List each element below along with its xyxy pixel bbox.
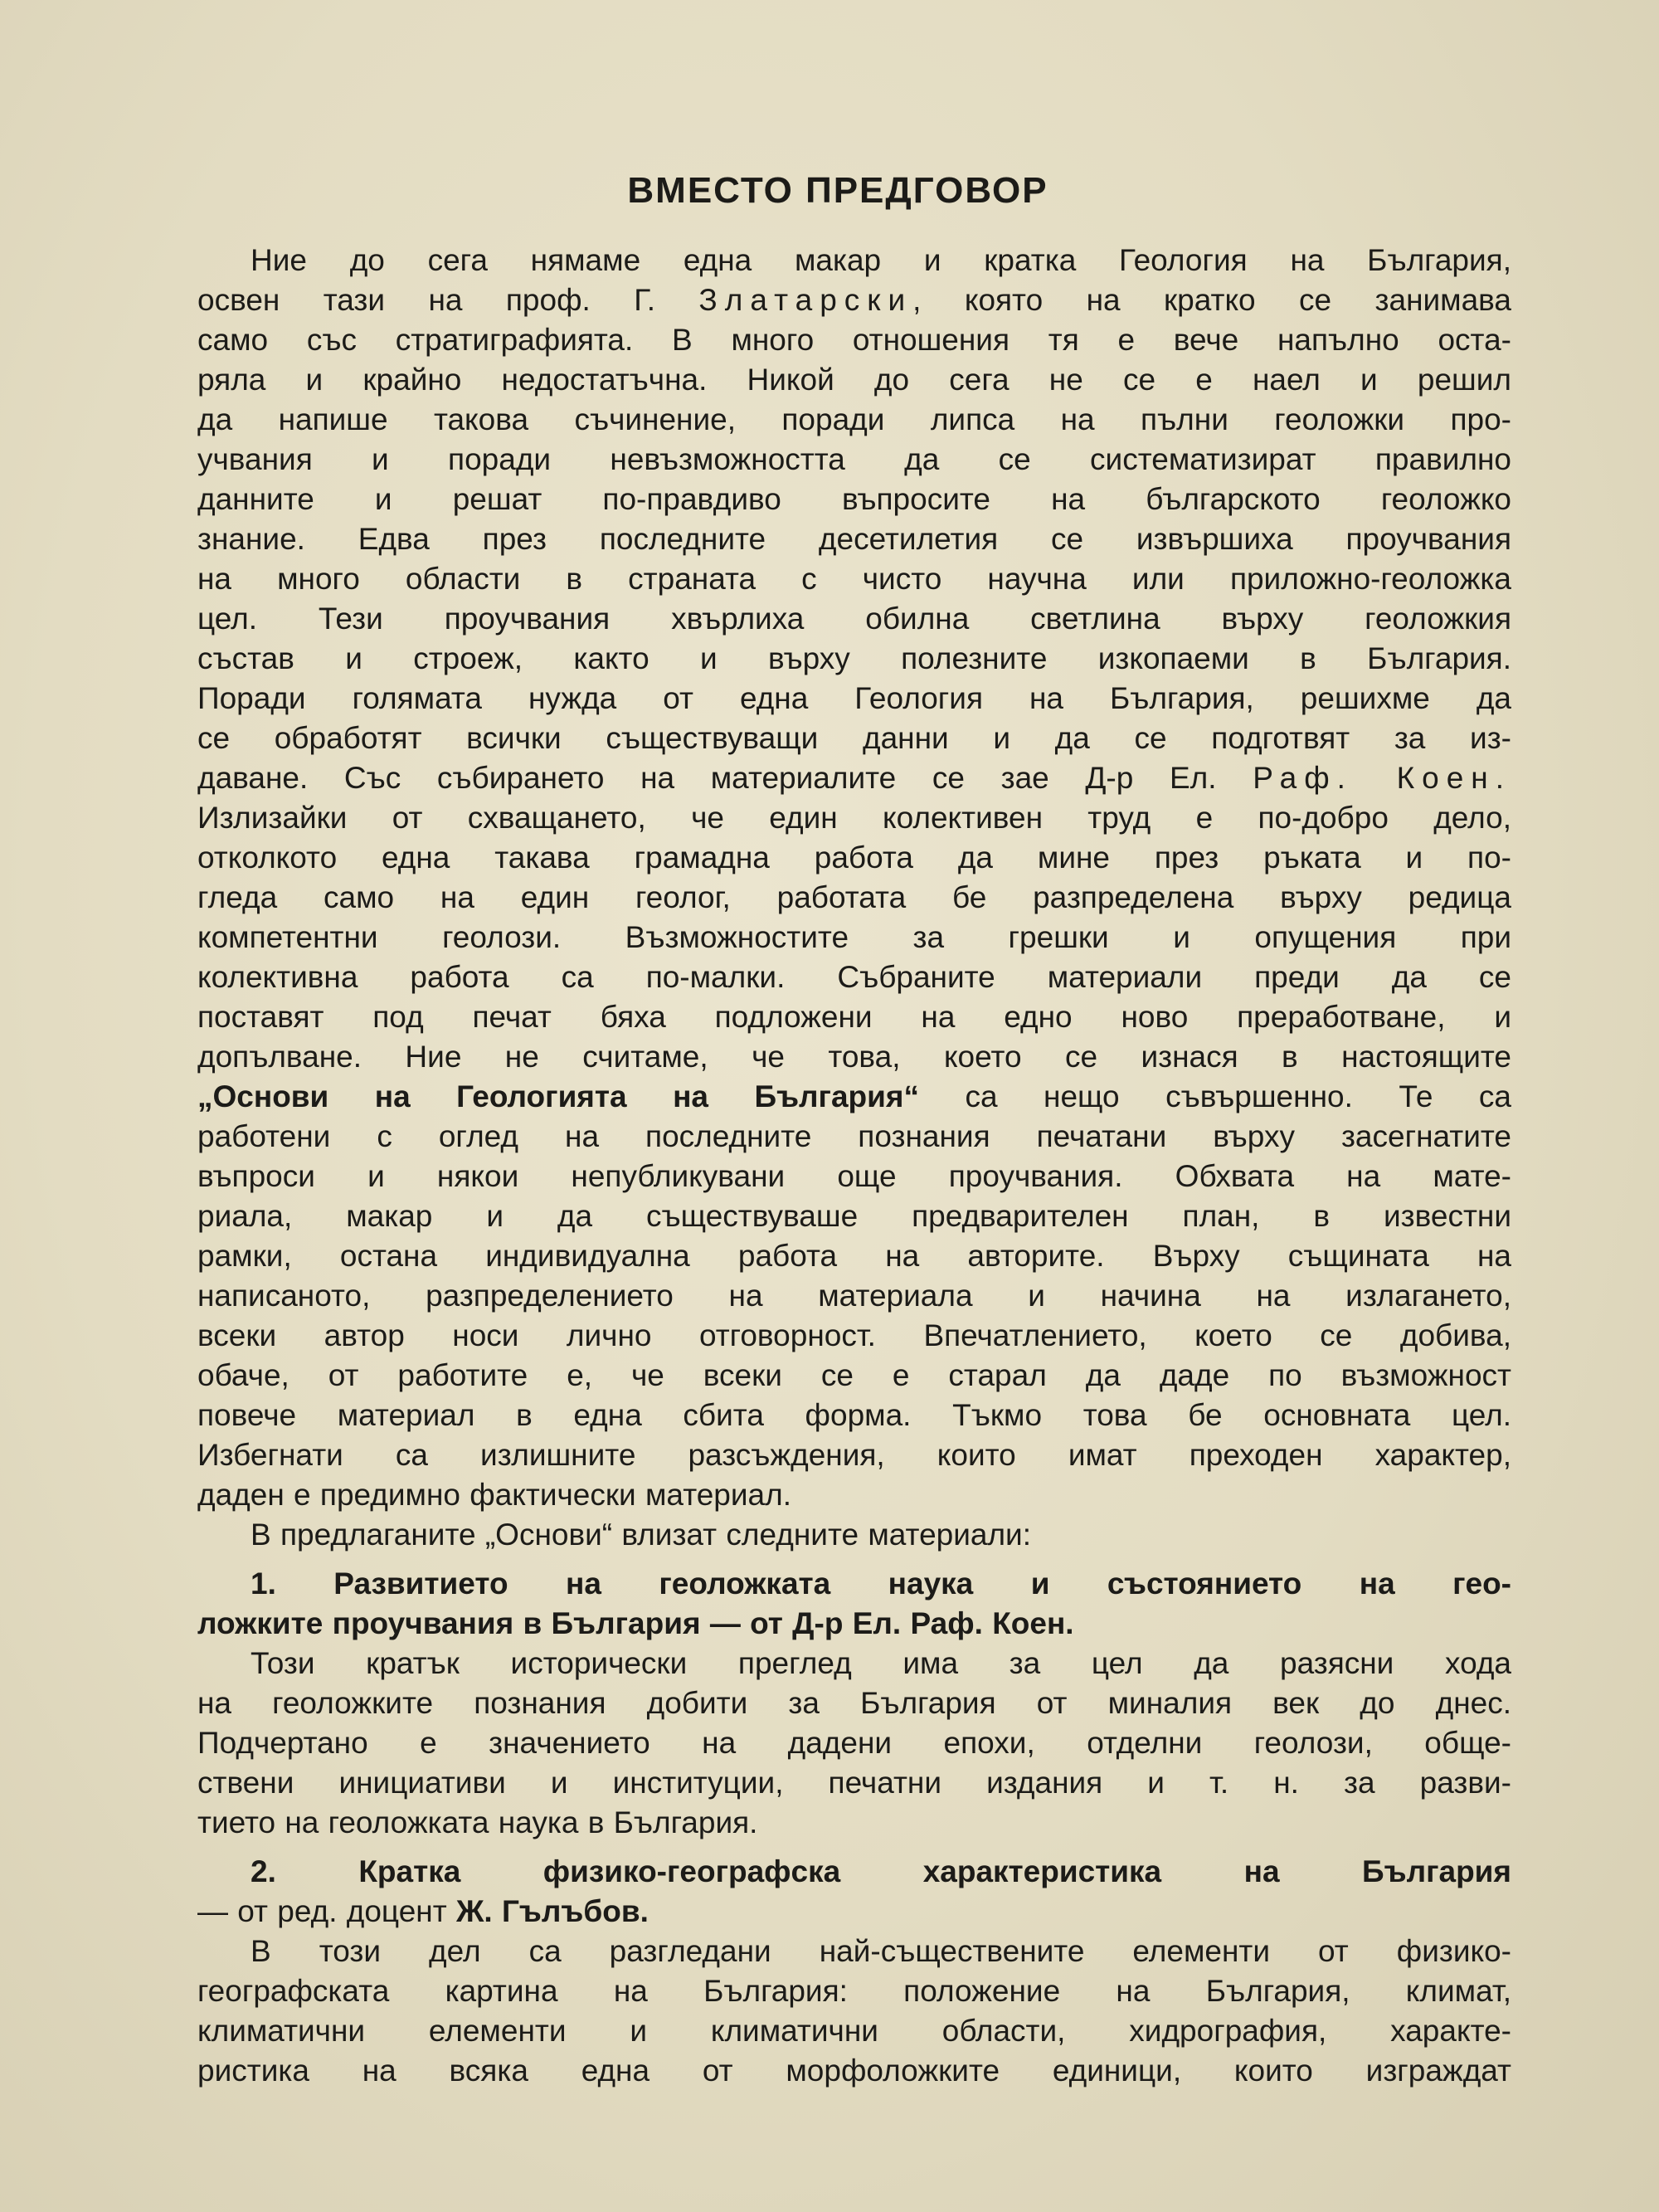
text-segment: на много области в страната с чисто научна или приложно-геоложка — [197, 562, 1511, 596]
text-segment: освен тази на проф. Г. — [197, 283, 699, 317]
text-line — [197, 1515, 1511, 1555]
text-segment: въпроси и някои непубликувани още проучвания. Обхвата на мате- — [197, 1159, 1511, 1193]
text-segment: се обработят всички съществуващи данни и да се подготвят за из- — [197, 721, 1511, 755]
text-segment: обаче, от работите е, че всеки се е старал да даде по възможност — [197, 1358, 1511, 1392]
text-segment: на геоложките познания добити за България от миналия век до днес. — [197, 1686, 1511, 1720]
text-line — [197, 1763, 1511, 1803]
text-segment: да напише такова съчинение, поради липса на пълни геоложки про- — [197, 402, 1511, 436]
text-line — [197, 241, 1511, 280]
text-line — [197, 1196, 1511, 1236]
text-segment: В предлаганите „Основи“ влизат следните материали: — [251, 1518, 1032, 1552]
bold-text: 2. Кратка физико-географска характеристика на България — [251, 1854, 1511, 1888]
text-segment: отколкото една такава грамадна работа да мине през ръката и по- — [197, 840, 1511, 875]
text-line — [197, 798, 1511, 838]
text-segment: риала, макар и да съществуваше предварителен план, в известни — [197, 1199, 1511, 1233]
text-segment: Избегнати са излишните разсъждения, които имат преходен характер, — [197, 1438, 1511, 1472]
text-line — [197, 1435, 1511, 1475]
text-line — [197, 957, 1511, 997]
text-line — [197, 559, 1511, 599]
text-line — [197, 1117, 1511, 1157]
text-line — [197, 280, 1511, 320]
text-line — [197, 997, 1511, 1037]
text-line — [197, 1356, 1511, 1396]
text-segment: само със стратиграфията. В много отношения тя е вече напълно оста- — [197, 323, 1511, 357]
text-segment: Този кратък исторически преглед има за цел да разясни хода — [251, 1646, 1511, 1680]
bold-text: 1. Развитието на геоложката наука и състоянието на гео- — [251, 1566, 1511, 1601]
text-line — [197, 1564, 1511, 1604]
text-line — [197, 1276, 1511, 1316]
text-line — [197, 1803, 1511, 1843]
text-line — [197, 2011, 1511, 2051]
spaced-name: Златарски — [698, 283, 913, 317]
bold-text: ложките проучвания в България — от Д-р Ел. Раф. Коен. — [197, 1606, 1074, 1640]
text-line — [197, 1316, 1511, 1356]
text-segment: рамки, остана индивидуална работа на авторите. Върху същината на — [197, 1239, 1511, 1273]
text-line — [197, 719, 1511, 758]
spaced-name: Раф. Коен. — [1253, 761, 1512, 795]
text-line — [197, 360, 1511, 400]
text-line — [197, 599, 1511, 639]
text-segment: , която на кратко се занимава — [912, 283, 1511, 317]
text-line — [197, 400, 1511, 440]
text-line — [197, 838, 1511, 878]
text-line — [197, 878, 1511, 918]
text-line — [197, 1077, 1511, 1117]
text-segment: данните и решат по-правдиво въпросите на българското геоложко — [197, 482, 1511, 516]
text-line — [197, 918, 1511, 957]
text-line — [197, 1157, 1511, 1196]
text-line — [197, 1604, 1511, 1644]
text-line — [197, 480, 1511, 519]
text-line — [197, 1475, 1511, 1515]
text-line — [197, 1236, 1511, 1276]
text-line — [197, 1892, 1511, 1932]
text-segment: повече материал в една сбита форма. Тъкмо това бе основната цел. — [197, 1398, 1511, 1432]
text-line — [197, 320, 1511, 360]
text-segment: Излизайки от схващането, че един колективен труд е по-добро дело, — [197, 801, 1511, 835]
text-segment: ствени инициативи и институции, печатни издания и т. н. за разви- — [197, 1766, 1511, 1800]
text-line — [197, 1932, 1511, 1971]
text-segment: — от ред. доцент — [197, 1894, 456, 1928]
bold-text: Ж. Гълъбов. — [455, 1894, 649, 1928]
text-segment: Подчертано е значението на дадени епохи, отделни геолози, обще- — [197, 1726, 1511, 1760]
text-segment: цел. Тези проучвания хвърлиха обилна светлина върху геоложкия — [197, 602, 1511, 636]
text-line — [197, 1396, 1511, 1435]
text-line — [197, 1037, 1511, 1077]
text-line — [197, 1683, 1511, 1723]
text-line — [197, 758, 1511, 798]
text-line — [197, 1971, 1511, 2011]
text-segment: компетентни геолози. Възможностите за грешки и опущения при — [197, 920, 1511, 954]
page-title: ВМЕСТО ПРЕДГОВОР — [627, 170, 1048, 211]
text-segment: климатични елементи и климатични области, хидрография, характе- — [197, 2014, 1511, 2048]
preface-body — [197, 241, 1511, 2091]
text-segment: написаното, разпределението на материала и начина на излагането, — [197, 1279, 1511, 1313]
text-segment: поставят под печат бяха подложени на едно ново преработване, и — [197, 1000, 1511, 1034]
text-segment: са нещо съвършенно. Те са — [918, 1079, 1511, 1113]
text-segment: географската картина на България: положение на България, климат, — [197, 1974, 1511, 2008]
text-line — [197, 679, 1511, 719]
text-segment: даден е предимно фактически материал. — [197, 1478, 791, 1512]
text-segment: всеки автор носи лично отговорност. Впечатлението, което се добива, — [197, 1318, 1511, 1352]
text-segment: тието на геоложката наука в България. — [197, 1805, 758, 1839]
text-segment: знание. Едва през последните десетилетия се извършиха проучвания — [197, 522, 1511, 556]
text-segment: даване. Със събирането на материалите се зае Д-р Ел. — [197, 761, 1253, 795]
text-segment: учвания и поради невъзможността да се систематизират правилно — [197, 442, 1511, 476]
text-segment: В този дел са разгледани най-съществените елементи от физико- — [251, 1934, 1511, 1968]
text-segment: ряла и крайно недостатъчна. Никой до сега не се е наел и решил — [197, 363, 1511, 397]
text-segment: гледа само на един геолог, работата бе разпределена върху редица — [197, 880, 1511, 914]
text-line — [197, 1852, 1511, 1892]
text-segment: състав и строеж, както и върху полезните изкопаеми в България. — [197, 641, 1511, 675]
text-segment: колективна работа са по-малки. Събраните материали преди да се — [197, 960, 1511, 994]
text-segment: Поради голямата нужда от една Геология на България, решихме да — [197, 681, 1511, 715]
bold-text: „Основи на Геологията на България“ — [197, 1079, 919, 1113]
text-line — [197, 2051, 1511, 2091]
text-line — [197, 639, 1511, 679]
text-segment: Ние до сега нямаме една макар и кратка Геология на България, — [251, 243, 1511, 277]
text-segment: ристика на всяка една от морфоложките единици, които изграждат — [197, 2054, 1511, 2088]
text-segment: допълване. Ние не считаме, че това, което се изнася в настоящите — [197, 1040, 1511, 1074]
text-line — [197, 519, 1511, 559]
text-line — [197, 1644, 1511, 1683]
text-line — [197, 1723, 1511, 1763]
text-segment: работени с оглед на последните познания печатани върху засегнатите — [197, 1119, 1511, 1153]
text-line — [197, 440, 1511, 480]
